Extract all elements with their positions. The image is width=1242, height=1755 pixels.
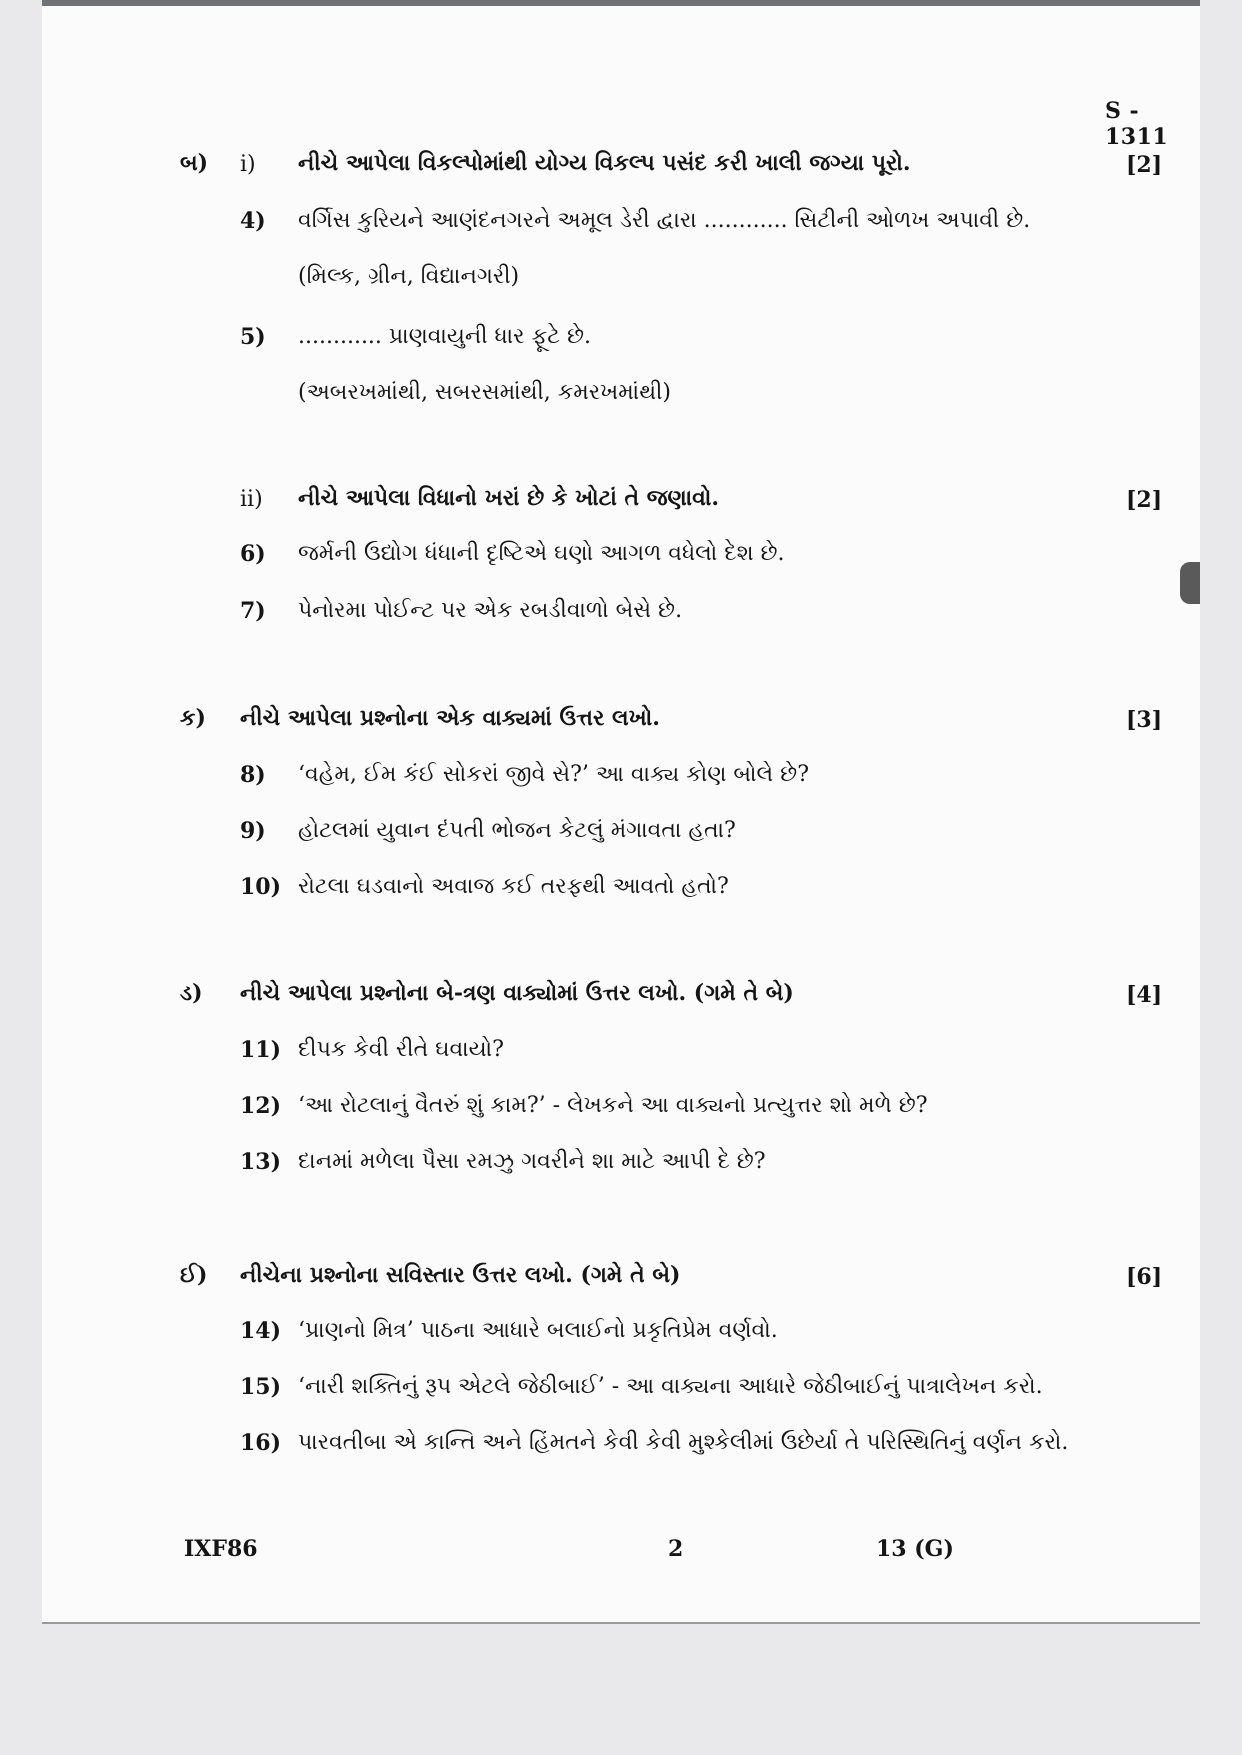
question-text: ‘આ રોટલાનું વૈતરું શું કામ?’ - લેખકને આ વાક્યનો પ્રત્યુત્તર શો મળે છે? <box>298 1093 928 1118</box>
question-number: 8) <box>240 762 266 788</box>
marks-badge: [2] <box>1126 487 1163 513</box>
page-tab-mark <box>1180 562 1200 604</box>
paper-code: S - 1311 <box>1105 98 1169 150</box>
part-instruction: નીચે આપેલા વિકલ્પોમાંથી યોગ્ય વિકલ્પ પસંદ કરી ખાલી જગ્યા પૂરો. <box>298 150 911 176</box>
question-text: દાનમાં મળેલા પૈસા રમઝુ ગવરીને શા માટે આપી દે છે? <box>298 1149 766 1174</box>
part-instruction: નીચે આપેલા વિધાનો ખરાં છે કે ખોટાં તે જણાવો. <box>298 485 719 511</box>
question-number: 13) <box>240 1149 282 1175</box>
marks-badge: [3] <box>1126 707 1163 733</box>
section-label: બ) <box>180 150 209 176</box>
question-text: દીપક કેવી રીતે ઘવાયો? <box>298 1037 504 1062</box>
question-text: ‘વહેમ, ઈમ કંઈ સોકરાં જીવે સે?’ આ વાક્ય કોણ બોલે છે? <box>298 762 809 787</box>
part-label: ii) <box>240 487 263 512</box>
section-label: ડ) <box>180 980 203 1006</box>
marks-badge: [6] <box>1126 1264 1163 1290</box>
question-text: પારવતીબા એ કાન્તિ અને હિંમતને કેવી કેવી મુશ્કેલીમાં ઉછેર્યા તે પરિસ્થિતિનું વર્ણન કરો. <box>298 1430 1069 1455</box>
question-text: રોટલા ઘડવાનો અવાજ કઈ તરફથી આવતો હતો? <box>298 874 729 899</box>
question-number: 12) <box>240 1093 282 1119</box>
question-number: 5) <box>240 324 266 350</box>
question-number: 16) <box>240 1430 282 1456</box>
question-text: જર્મની ઉદ્યોગ ધંધાની દૃષ્ટિએ ઘણો આગળ વધેલો દેશ છે. <box>298 541 785 566</box>
section-label: ઈ) <box>180 1262 208 1288</box>
question-number: 10) <box>240 874 282 900</box>
set-code: 13 (G) <box>876 1536 954 1562</box>
question-number: 14) <box>240 1318 282 1344</box>
question-text: પેનોરમા પોઈન્ટ પર એક રબડીવાળો બેસે છે. <box>298 598 683 623</box>
exam-paper-sheet <box>42 0 1200 1624</box>
part-label: i) <box>240 152 256 177</box>
footer-code: IXF86 <box>184 1536 258 1562</box>
question-number: 11) <box>240 1037 282 1063</box>
question-options: (મિલ્ક, ગ્રીન, વિદ્યાનગરી) <box>298 264 520 289</box>
top-edge-line <box>42 0 1200 6</box>
section-label: ક) <box>180 705 206 731</box>
marks-badge: [4] <box>1126 982 1163 1008</box>
section-instruction: નીચે આપેલા પ્રશ્નોના એક વાક્યમાં ઉત્તર લખો. <box>240 705 660 731</box>
question-text: વર્ગિસ કુરિયને આણંદનગરને અમૂલ ડેરી દ્વારા ............ સિટીની ઓળખ અપાવી છે. <box>298 208 1031 233</box>
page-number: 2 <box>668 1536 684 1562</box>
question-text: ............ પ્રાણવાયુની ધાર ફૂટે છે. <box>298 324 592 349</box>
marks-badge: [2] <box>1126 152 1163 178</box>
question-text: ‘નારી શક્તિનું રૂપ એટલે જેઠીબાઈ’ - આ વાક્યના આધારે જેઠીબાઈનું પાત્રાલેખન કરો. <box>298 1374 1043 1399</box>
question-text: હોટલમાં યુવાન દંપતી ભોજન કેટલું મંગાવતા હતા? <box>298 818 736 843</box>
question-number: 6) <box>240 541 266 567</box>
question-number: 9) <box>240 818 266 844</box>
section-instruction: નીચેના પ્રશ્નોના સવિસ્તાર ઉત્તર લખો. (ગમે તે બે) <box>240 1262 681 1288</box>
question-number: 7) <box>240 598 266 624</box>
question-number: 4) <box>240 208 266 234</box>
question-text: ‘પ્રાણનો મિત્ર’ પાઠના આધારે બલાઈનો પ્રકૃતિપ્રેમ વર્ણવો. <box>298 1318 778 1343</box>
question-number: 15) <box>240 1374 282 1400</box>
section-instruction: નીચે આપેલા પ્રશ્નોના બે-ત્રણ વાક્યોમાં ઉત્તર લખો. (ગમે તે બે) <box>240 980 794 1006</box>
question-options: (અબરખમાંથી, સબરસમાંથી, કમરખમાંથી) <box>298 380 671 405</box>
